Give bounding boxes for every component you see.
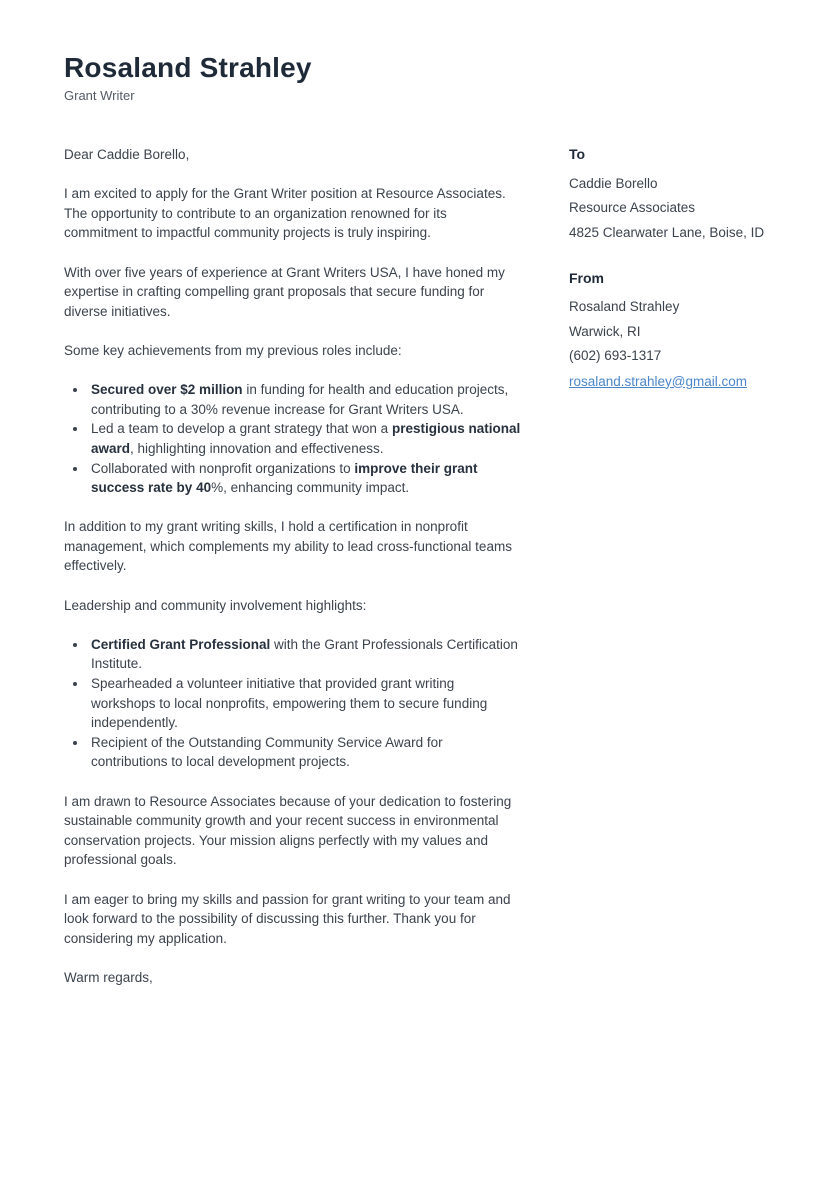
applicant-name: Rosaland Strahley [64,52,312,83]
body-text: , highlighting innovation and effectiveness. [130,440,384,456]
letter-paragraph [64,341,521,361]
recipient-line: Resource Associates [569,200,696,216]
list-item [88,419,521,458]
body-text: I am excited to apply for the Grant Writer position at Resource Associates. The opportunity to contribute to an organization renowned for its commitment to impactful community projects is truly inspiring. [64,186,506,241]
list-item [88,635,521,674]
from-heading: From [569,269,604,286]
achievements-list [64,380,521,498]
sender-lines [569,300,769,363]
body-text: In addition to my grant writing skills, I hold a certification in nonprofit management, which complements my ability to lead cross-functional teams effectively. [64,519,512,574]
body-text: Warm regards, [64,969,153,985]
letter-paragraph [64,184,521,243]
bold-text: improve their grant success rate by 40 [91,460,478,496]
bold-text: Secured over $2 million [91,382,243,398]
sender-line: Rosaland Strahley [569,299,680,315]
body-text: with the Grant Professionals Certification Institute. [91,636,518,672]
bold-text: prestigious national award [91,421,521,456]
letter-header [64,52,769,105]
body-text: I am drawn to Resource Associates because of your dedication to fostering sustainable community growth and your recent success in environmental conservation projects. Your mission aligns perfectly with my values and professional goals. [64,793,512,868]
letter-paragraph [64,596,521,616]
recipient-lines [569,177,769,240]
bold-text: Certified Grant Professional [91,636,271,652]
recipient-line: 4825 Clearwater Lane, Boise, ID [569,224,765,240]
letter-paragraph [64,890,521,949]
body-text: Spearheaded a volunteer initiative that provided grant writing workshops to local nonprofits, empowering them to secure funding independently. [91,676,488,731]
letter-paragraph [64,968,521,988]
job-title: Grant Writer [64,88,135,103]
letter-paragraph [64,145,521,165]
contact-sidebar [569,145,769,1007]
content-columns [64,145,769,1007]
letter-paragraph [64,517,521,576]
body-text: With over five years of experience at Grant Writers USA, I have honed my expertise in crafting compelling grant proposals that secure funding for diverse initiatives. [64,264,505,319]
list-item [88,380,521,419]
recipient-line: Caddie Borello [569,175,658,191]
recipient-section [569,145,769,240]
to-heading: To [569,146,586,162]
body-text: Collaborated with nonprofit organizations to [91,460,355,476]
sender-section [569,269,769,389]
body-text: Led a team to develop a grant strategy that won a [91,421,392,437]
body-text: Dear Caddie Borello, [64,147,190,162]
list-item [88,733,521,772]
body-text: I am eager to bring my skills and passion for grant writing to your team and look forward to the possibility of discussing this further. Thank you for considering my application. [64,891,511,946]
sender-line: (602) 693-1317 [569,348,662,364]
body-text: in funding for health and education projects, contributing to a 30% revenue increase for Grant Writers USA. [91,382,509,417]
email-link[interactable]: rosaland.strahley@gmail.com [569,373,748,389]
list-item [88,459,521,498]
sender-line: Warwick, RI [569,323,641,339]
body-text: Recipient of the Outstanding Community Service Award for contributions to local development projects. [91,734,443,770]
letter-paragraph [64,263,521,322]
body-text: Some key achievements from my previous roles include: [64,342,402,358]
letter-paragraph [64,792,521,870]
list-item [88,674,521,733]
achievements-list [64,635,521,772]
body-text: %, enhancing community impact. [211,480,410,496]
body-text: Leadership and community involvement highlights: [64,597,367,613]
letter-body [64,145,521,1007]
